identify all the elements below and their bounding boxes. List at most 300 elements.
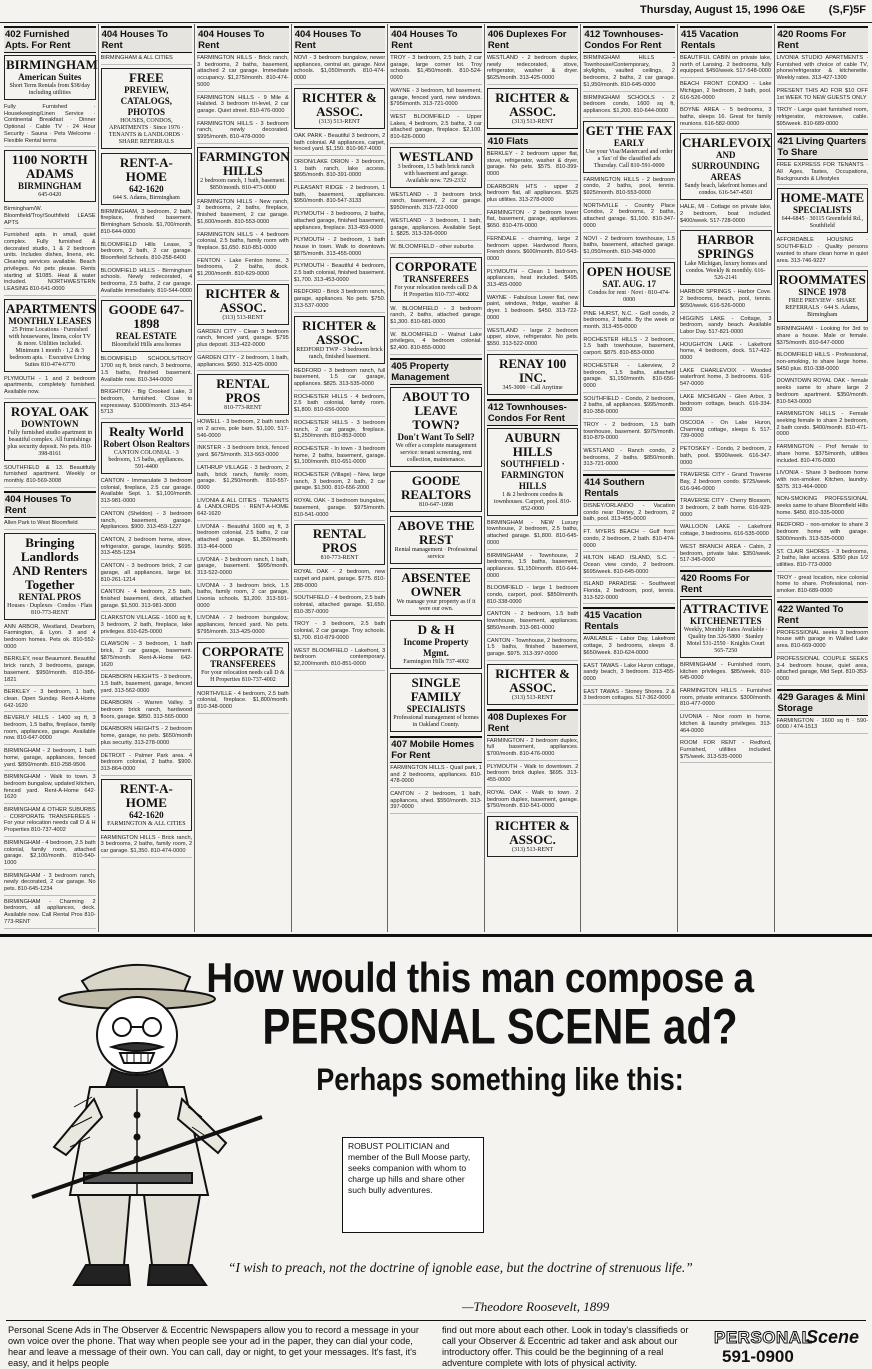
classified-ad: W. BLOOMFIELD - 3 bedroom ranch, 2 baths, attached garage. $1,300. 810-681-0000 [390, 306, 482, 329]
display-ad-detail: (313) 513-RENT [222, 314, 264, 321]
category-heading: 429 Garages & Mini Storage [777, 689, 869, 716]
classified-ad: LIVONIA - 3 bedroom brick, 1.5 baths, family room, 2 car garage, Livonia schools. $1,200. 313-591-0000 [197, 583, 289, 613]
display-ad [4, 402, 96, 461]
classified-ad: HALE, MI - Cottage on private lake, 2 bedroom, boat included. $400/week. 517-728-0000 [680, 204, 772, 227]
classified-ad: WESTLAND - large 2 bedroom upper, stove, refrigerator. No pets. $550. 313-522-0000 [487, 328, 579, 351]
display-ad [4, 150, 96, 202]
display-ad [4, 533, 96, 620]
display-ad [101, 68, 193, 149]
promo-headline: How would this man compose a [206, 955, 754, 1001]
display-ad-detail: 1 & 2 bedroom condos & townhouses. Carport, pool. 810-852-0000 [493, 491, 572, 512]
display-ad-title: ABOVE THE REST [397, 517, 475, 547]
category-heading: 402 Furnished Apts. For Rent [4, 26, 96, 53]
classified-ad: TROY - great location, nice colonial home to share. Professional, non-smoker. 810-689-0000 [777, 575, 869, 598]
display-ad [294, 316, 386, 364]
display-ad [390, 516, 482, 564]
display-ad [390, 257, 482, 302]
classified-ad: HILTON HEAD ISLAND, S.C. - Ocean view condo, 2 bedroom. $695/week. 810-645-0000 [583, 555, 675, 578]
display-ad [777, 188, 869, 233]
display-ad-detail: Short Term Rentals from $38/day including utilities [9, 83, 91, 96]
classified-ad: FARMINGTON HILLS - Female seeking female to share 2 bedroom, 2 bath condo. $400/month. 810-471-0000 [777, 411, 869, 441]
display-ad [294, 524, 386, 565]
display-ad-detail: CANTON COLONIAL · 3 bedroom, 1.5 baths, appliances. 591-4400 [108, 450, 185, 471]
classified-ad: LIVONIA - Share 3 bedroom home with non-smoker. Kitchen, laundry. $375. 313-464-0000 [777, 470, 869, 493]
classified-ad: ORION/LAKE ORION - 3 bedroom, 1 bath ranch, lake access. $895/month. 810-391-0000 [294, 159, 386, 182]
classified-ad: CANTON - 4 bedroom, 2.5 bath, finished basement, deck, attached garage. $1,500. 313-981-3000 [101, 589, 193, 612]
display-ad-title: FREE [129, 69, 164, 85]
classified-ad: CANTON - Immaculate 3 bedroom colonial, fireplace, 2.5 car garage. Available Sept. 1. $1,100/month. 313-981-0000 [101, 478, 193, 508]
classified-column [775, 24, 871, 932]
classified-ad: FERNDALE - charming, large 2 bedroom upper. Hardwood floors, French doors. $600/month. 810-543-0000 [487, 236, 579, 266]
promo-subheadline: Perhaps something like this: [316, 1062, 684, 1097]
display-ad [390, 471, 482, 512]
classified-ad: BEAUTIFUL CABIN on private lake, north of Lansing. 2 bedrooms, fully equipped. $450/week. 517-548-0000 [680, 55, 772, 78]
masthead-section: (S,F)5F [828, 4, 866, 16]
classified-column [485, 24, 582, 932]
classified-ad: BIRMINGHAM - Furnished room, kitchen privileges. $85/week. 810-645-0000 [680, 662, 772, 685]
classified-ad: BIRMINGHAM - NEW Luxury townhouse, 2 bedroom, 2.5 baths, attached garage. $1,800. 810-645-0000 [487, 520, 579, 550]
classified-ad: HIGGINS LAKE - Cottage, 3 bedroom, sandy beach. Available Labor Day. 517-821-0000 [680, 316, 772, 339]
classified-ad: ROCHESTER (Village) - New, large ranch, 3 bedroom, 2 bath, 2 car garage. $1,500. 810-656-2000 [294, 472, 386, 495]
display-ad-title: GOODE 647-1898 [108, 302, 185, 332]
classified-ad: TRAVERSE CITY - Grand Traverse Bay, 2 bedroom condo. $725/week. 616-946-0000 [680, 472, 772, 495]
classified-ad: BIRMINGHAM - Townhouse, 2 bedrooms, 1.5 baths, basement, appliances. $1,150/month. 810-644-0000 [487, 553, 579, 583]
display-ad-title: RICHTER & ASSOC. [205, 285, 281, 315]
classified-ad: PROFESSIONAL seeks 3 bedroom house with garage in Walled Lake area. 810-669-0000 [777, 630, 869, 653]
classified-ad: BIRMINGHAM HILLS - Townhouse/Contemporary, 3 skylights, vaulted ceilings, 2 bedrooms, 2 baths, 2 car garage. $1,950/month. 810-645-0000 [583, 55, 675, 92]
classified-ad: PLYMOUTH - 3 bedrooms, 2 baths, attached garage, finished basement, appliances, fireplace. 313-459-0000 [294, 211, 386, 234]
classified-ad: BERKLEY - 2 bedroom upper flat, stove, refrigerator, washer & dryer, garage. No pets. $575. 810-399-0000 [487, 151, 579, 181]
classified-ad: BIRMINGHAM - 4 bedroom, 2.5 bath colonial, family room, attached garage. $2,100/month. 810-540-1000 [4, 840, 96, 870]
display-ad-title: D & H [417, 621, 455, 637]
classified-ad: NON-SMOKING PROFESSIONAL seeks same to share Bloomfield Hills home. $450. 810-335-0000 [777, 496, 869, 519]
display-ad-detail: Professional management of homes in Oakland County. [393, 714, 479, 728]
display-ad-detail: FARMINGTON & ALL CITIES [107, 820, 186, 827]
display-ad [197, 147, 289, 195]
classified-ad: BIRMINGHAM & ALL CITIES [101, 55, 193, 65]
display-ad-title: Realty World [109, 424, 184, 440]
classified-ad: FARMINGTON HILLS - 9 Mile & Halsted. 3 bedroom tri-level, 2 car garage. Quiet street. 810-476-0000 [197, 95, 289, 118]
classified-ad: HOUGHTON LAKE - Lakefront home, 4 bedroom, dock. 517-422-0000 [680, 342, 772, 365]
display-ad-detail: Fully furnished studio apartment in beautiful complex. All furnishings plus security deposit. No pets. 810-398-8161 [7, 429, 93, 457]
classified-ad: BERKLEY, near Beaumont. Beautiful brick ranch, 3 bedrooms, garage, basement. $950/month. 810-356-1821 [4, 656, 96, 686]
display-ad-title: RENAY 100 INC. [498, 355, 567, 385]
display-ad-title: 1100 NORTH ADAMS [11, 152, 88, 182]
category-heading: 415 Vacation Rentals [583, 607, 675, 634]
category-heading: 407 Mobile Homes For Rent [390, 736, 482, 763]
classified-ad: CLARKSTON VILLAGE - 1600 sq ft, 3 bedroom, 2 bath, fireplace, lake privileges. 810-625-0000 [101, 615, 193, 638]
display-ad-detail: 25 Prime Locations · Furnished with housewares, linens, color TV & more. Utilities included. Minimum 1 month · 1,2 & 3 bedroom apts. · Executive Living Suites 810-474-6770 [8, 326, 91, 368]
classified-ad: TROY - 2 bedroom, 1.5 bath townhouse, basement. $975/month. 810-879-0000 [583, 422, 675, 445]
display-ad [487, 88, 579, 129]
display-ad [101, 779, 193, 831]
display-ad [680, 133, 772, 200]
display-ad-detail: 645-0420 [38, 192, 62, 199]
display-ad-title: ROOMMATES [778, 272, 866, 288]
display-ad-detail: (313) 513-RENT [512, 846, 554, 853]
masthead-date: Thursday, August 15, 1996 O&E [640, 4, 806, 16]
classified-ad: FARMINGTON - 2 bedroom duplex, full basement, appliances. $700/month. 810-476-0000 [487, 738, 579, 761]
display-ad-title: AUBURN HILLS [504, 429, 561, 459]
classified-ad: EAST TAWAS - Stoney Shores. 2 & 3 bedroom cottages. 517-362-0000 [583, 689, 675, 705]
classified-ad: BIRMINGHAM SCHOOLS - 2 bedroom condo, 1600 sq ft, appliances. $1,200. 810-644-0000 [583, 95, 675, 118]
category-heading: 404 Houses To Rent [4, 491, 96, 518]
footer-divider [6, 1320, 866, 1321]
page-masthead [0, 0, 872, 23]
display-ad [487, 816, 579, 857]
classified-ad: SOUTHFIELD - 4 bedroom, 2.5 bath colonial, attached garage. $1,650. 810-357-0000 [294, 595, 386, 618]
classified-ad: BLOOMFIELD HILLS - Professional, non-smoking, to share large home. $450 plus. 810-338-0000 [777, 352, 869, 375]
display-ad [197, 374, 289, 415]
classified-ad: LIVONIA - Beautiful 1600 sq ft, 3 bedroom colonial, 2.5 baths, 2 car attached garage. $1,350/month. 313-464-0000 [197, 524, 289, 554]
classified-ad: WEST BRANCH AREA - Cabin, 2 bedroom, private lake. $350/week. 517-345-0000 [680, 544, 772, 567]
classified-ad: ROOM FOR RENT - Redford, Furnished, utilities included. $75/week. 313-535-0000 [680, 740, 772, 763]
display-ad-title: GET THE FAX [585, 122, 673, 138]
promo-headline-personal-scene: PERSONAL SCENE ad? [262, 997, 738, 1055]
classified-ad: CANTON, 2 bedroom home, stove, refrigerator, garage, laundry. $695. 313-455-1234 [101, 537, 193, 560]
display-ad-title: PREVIEW, CATALOGS, PHOTOS [120, 84, 173, 117]
category-heading: 415 Vacation Rentals [680, 26, 772, 53]
display-ad-detail: 810-647-1898 [419, 501, 454, 508]
classified-ad: BOYNE AREA - 5 bedrooms, 3 baths, sleeps 16. Great for family reunions. 616-582-0000 [680, 107, 772, 130]
display-ad-title: HARBOR SPRINGS [697, 232, 755, 262]
classified-ad: NOVI - 3 bedroom bungalow, newer appliances, central air, garage. Novi schools. $1,050/month. 810-474-0000 [294, 55, 386, 85]
classified-ad: PROFESSIONAL COUPLE SEEKS 3-4 bedroom house, quiet area, attached garage, Mid Sept. 810-353-0000 [777, 656, 869, 686]
display-ad-title: Income Property Mgmt. [403, 636, 469, 658]
category-heading: 422 Wanted To Rent [777, 601, 869, 628]
classified-ad: BIRMINGHAM - 3 bedroom ranch, newly decorated, 2 car garage. No pets. 810-645-1234 [4, 873, 96, 896]
display-ad-title: RENTAL PROS [216, 376, 270, 406]
display-ad-title: BIRMINGHAM [6, 57, 98, 72]
display-ad-title: SAT. AUG. 17 [602, 278, 656, 289]
classified-ad: FARMINGTON HILLS - Brick ranch, 3 bedrooms, 2 baths, family room, 2 car garage. $1,350. 810-474-0000 [101, 835, 193, 858]
category-heading: 406 Duplexes For Rent [487, 26, 579, 53]
display-ad-detail: 810-773-RENT [320, 555, 359, 562]
display-ad [390, 620, 482, 669]
classified-ad: SOUTHFIELD & 13. Beautifully furnished apartment. Weekly or monthly. 810-569-3008 [4, 465, 96, 488]
classified-ad: FENTON - Lake Fenton home, 3 bedrooms, 2 baths, dock. $1,200/month. 810-629-0000 [197, 258, 289, 281]
display-ad-title: MONTHLY LEASES [8, 315, 92, 326]
classified-column [292, 24, 389, 932]
category-heading: 412 Townhouses-Condos For Rent [583, 26, 675, 53]
display-ad-title: GOODE REALTORS [400, 472, 472, 502]
display-ad-detail: Lake Michigan, luxury homes and condos. Weekly & monthly. 616-526-2141 [684, 261, 767, 282]
classified-ad: DEARBORN - Warren Valley. 3 bedroom brick ranch, hardwood floors, garage. $850. 313-565-0000 [101, 700, 193, 723]
display-ad-title: SINCE 1978 [798, 287, 847, 298]
classified-ad: ROCHESTER HILLS - 4 bedroom, 2.5 bath colonial, family room. $1,800. 810-656-0000 [294, 394, 386, 417]
display-ad [390, 387, 482, 467]
category-heading: 412 Townhouses-Condos For Rent [487, 399, 579, 426]
display-ad-detail: 2 bedroom ranch, 1 bath, basement. $850/month. 810-473-0000 [200, 177, 286, 191]
category-heading: 404 Houses To Rent [101, 26, 193, 53]
display-ad-title: RICHTER & ASSOC. [302, 317, 377, 347]
display-ad-title: CHARLEVOIX [681, 135, 772, 151]
classified-ad: WALLOON LAKE - Lakefront cottage, 3 bedrooms. 616-535-0000 [680, 524, 772, 540]
display-ad [487, 428, 579, 516]
display-ad [4, 55, 96, 100]
classified-ad: WESTLAND - Ranch condo, 2 bedrooms, 2 baths. $850/month. 313-721-0000 [583, 448, 675, 471]
display-ad-title: Don't Want To Sell? [397, 431, 475, 442]
logo-phone: 591-0900 [722, 1347, 794, 1365]
classified-ad: CANTON - 3 bedroom brick, 2 car garage, all appliances, large lot. 810-261-1214 [101, 563, 193, 586]
classified-ad: ROYAL OAK - 3 bedroom bungalow, basement, garage. $975/month. 810-541-0000 [294, 498, 386, 521]
category-heading: 404 Houses To Rent [390, 26, 482, 53]
classified-ad: FARMINGTON HILLS - Quail park, 1 and 2 bedrooms, appliances. 810-478-0000 [390, 765, 482, 788]
classified-ad: FARMINGTON HILLS - New ranch, 3 bedrooms, 2 baths, fireplace, finished basement, 2 car garage. $1,600/month. 810-553-0000 [197, 199, 289, 229]
classified-ad: DEARBORN HTS - upper 2 bedroom flat, all appliances. $525 plus utilities. 313-278-0000 [487, 184, 579, 207]
classified-ad: BLOOMFIELD Hills Lease, 3 bedroom, 2 bath, 2 car garage. Bloomfield Schools. 810-258-6400 [101, 242, 193, 265]
classified-ad: DOWNTOWN ROYAL OAK - female seeks same to share large 2 bedroom apartment. $350/month. 810-543-0000 [777, 378, 869, 408]
classified-ad: BIRMINGHAM, 3 bedroom, 2 bath, fireplace, finished basement. Birmingham Schools. $1,700/month. 810-644-0000 [101, 209, 193, 239]
classified-ad: BLOOMFIELD SCHOOLS/TROY 1700 sq ft, brick ranch, 3 bedrooms, 1.5 baths, finished basement. Available now. 810-344-0000 [101, 356, 193, 386]
classified-ad: ROYAL OAK - 2 bedroom, new carpet and paint, garage. $775. 810-288-0000 [294, 569, 386, 592]
classified-ad: BEVERLY HILLS - 1400 sq ft, 3 bedroom, 1.5 baths, fireplace, family room, appliances, garage. Available now. 810-647-0000 [4, 715, 96, 745]
sample-personal-ad: ROBUST POLITICIAN and member of the Bull Moose party, seeks companion with whom to charge up hills and share other such bully adventures. [342, 1137, 484, 1233]
display-ad-title: RENTAL PROS [312, 526, 367, 556]
display-ad-detail: REDFORD TWP - 3 bedroom brick ranch, finished basement. [296, 346, 383, 360]
classified-ad: WESTLAND - 3 bedroom, 1 bath, garage, appliances. Available Sept. 1. $825. 313-326-0000 [390, 218, 482, 241]
classified-column [99, 24, 196, 932]
display-ad-title: FARMINGTON HILLS [199, 148, 290, 178]
classified-ad: FT. MYERS BEACH - Gulf front condo, 2 bedroom, 2 bath. 810-474-0000 [583, 529, 675, 552]
classified-ad: DEARBORN HEIGHTS - 3 bedroom, 1.5 bath, basement, garage, fenced yard. 313-562-0000 [101, 674, 193, 697]
classified-ad: BLOOMFIELD HILLS - Birmingham schools. Newly redecorated, 4 bedrooms, 2.5 baths, 2 car garage. Available immediately. 810-544-0000 [101, 268, 193, 298]
classified-ad: FARMINGTON HILLS - 3 bedroom ranch, newly decorated. $995/month. 810-478-0000 [197, 121, 289, 144]
display-ad-title: WESTLAND [398, 148, 474, 164]
display-ad-title: 642-1620 [129, 809, 164, 820]
display-ad-detail: 345-3000 · Call Anytime [502, 384, 563, 391]
display-ad [101, 153, 193, 205]
classified-ad: INKSTER - 3 bedroom brick, fenced yard. $675/month. 313-563-0000 [197, 445, 289, 461]
classified-ad: REDFORD - 3 bedroom ranch, full basement, 1.5 car garage, appliances. $825. 313-535-0000 [294, 368, 386, 391]
display-ad-detail: 644-6845 · 30115 Greenfield Rd., Southfield [781, 216, 863, 230]
classified-column [678, 24, 775, 932]
display-ad-title: 642-1620 [129, 183, 164, 194]
display-ad [197, 642, 289, 687]
category-heading: 404 Houses To Rent [294, 26, 386, 53]
display-ad-detail: Houses · Duplexes · Condos · Flats 810-773-RENT [7, 602, 93, 616]
display-ad-title: AND SURROUNDING AREAS [691, 150, 760, 183]
classified-ad: DEARBORN HEIGHTS - 2 bedroom home, garage, no pets. $650/month plus security. 313-278-0000 [101, 726, 193, 749]
classified-ad: LATHRUP VILLAGE - 3 bedroom, 2 bath, brick ranch, family room, garage. $1,250/month. 810-557-0000 [197, 465, 289, 495]
display-ad-title: EARLY [613, 137, 645, 148]
classified-ad: LIVONIA - 3 bedroom ranch, 1 bath, garage, basement. $995/month. 313-522-0000 [197, 557, 289, 580]
classified-ad: WESTLAND - 2 bedroom duplex, newly redecorated, stove, refrigerator, washer & dryer. $625/month. 313-425-0000 [487, 55, 579, 85]
display-ad-title: KITCHENETTES [689, 615, 762, 626]
display-ad-title: ABOUT TO LEAVE TOWN? [402, 388, 470, 432]
display-ad-title: American Suites [18, 72, 82, 82]
promo-body-text-left: Personal Scene Ads in The Observer & Eccentric Newspapers allow you to record a message in your own voice over the phone. That way when people see your ad in the paper, they can dial your code, hear and leave a message of their own. You can call, day or night, to get your messages. It's fast, it's easy, and it helps people [8, 1325, 419, 1368]
display-ad [680, 230, 772, 285]
display-ad-title: OPEN HOUSE [586, 263, 672, 279]
display-ad-title: SPECIALISTS [793, 205, 852, 216]
classified-ad: HARBOR SPRINGS - Harbor Cove. 2 bedrooms, beach, pool, tennis. $650/week. 616-526-0000 [680, 289, 772, 312]
display-ad [487, 354, 579, 395]
classified-ad: PLYMOUTH - 2 bedroom, 1 bath house in town. Walk to downtown. $875/month. 313-455-0000 [294, 237, 386, 260]
display-ad-title: HOME-MATE [780, 190, 865, 206]
classified-ad: AFFORDABLE HOUSING · SOUTHFIELD · Quality persons wanted to share clean home in quiet area. 313-746-9227 [777, 237, 869, 267]
display-ad [101, 300, 193, 352]
display-ad-title: RICHTER & ASSOC. [302, 89, 377, 119]
display-ad-detail: 3 bedroom, 1.5 bath brick ranch with basement and garage. Available now. 729-2332 [397, 163, 475, 184]
display-ad-title: RICHTER & ASSOC. [495, 817, 570, 847]
classified-ad: FARMINGTON HILLS - 2 bedroom condo, 2 baths, pool, tennis. $925/month. 810-553-0000 [583, 177, 675, 200]
classified-ad: WESTLAND - 3 bedroom brick ranch, basement, 2 car garage. $950/month. 313-722-0000 [390, 192, 482, 215]
display-ad-detail: For your relocation needs call D & H Properties 810-737-4002 [394, 284, 478, 298]
classified-ad: W. BLOOMFIELD - other suburbs [390, 244, 482, 254]
classified-ad: TRAVERSE CITY - Cherry Blossom, 3 bedroom, 2 bath home. 616-929-0000 [680, 498, 772, 521]
classified-ad: Fully Furnished · Housekeeping/Linen Service · Continental Breakfast · Dinner Optional · Cable TV · 24 Hour Security · Sauna · Pets Welcome · Flexible Rental terms [4, 104, 96, 147]
classified-ad: Allen Park to West Bloomfield [4, 520, 96, 530]
classified-ad: CANTON - Townhouse, 2 bedrooms, 1.5 baths, finished basement, garage. $975. 313-397-0000 [487, 638, 579, 661]
display-ad-detail: FREE PREVIEW · SHARE REFERRALS · 644 S. Adams, Birmingham [785, 298, 860, 319]
display-ad [583, 262, 675, 307]
display-ad-detail: Farmington Hills 737-4002 [403, 658, 469, 665]
display-ad-title: SOUTHFIELD · FARMINGTON HILLS [500, 458, 565, 491]
classified-ad: PLYMOUTH - Clean 1 bedroom, appliances, heat included. $495. 313-455-0000 [487, 269, 579, 292]
classified-ad: PLEASANT RIDGE - 2 bedroom, 1 bath, basement, appliances. $950/month. 810-547-3133 [294, 185, 386, 208]
classified-ad: BERKLEY - 3 bedroom, 1 bath, clean. Open Sunday. Rent-A-Home 642-1620 [4, 689, 96, 712]
display-ad-title: RENT-A-HOME [119, 780, 173, 810]
display-ad-detail: For your relocation needs call D & H Properties 810-737-4002 [201, 669, 285, 683]
classified-ad: Furnished apts. in small, quiet complex. Fully furnished & decorated studio, 1 & 2 bedroom units. Includes dishes, linens, etc. Cleaning services available. Beach privileges. No pets please. Rents starting at $1085. Heat & water included. NORTHWESTERN LEASING 810-641-0000 [4, 232, 96, 295]
display-ad-detail: Weekly, Monthly Rates Available · Quality Inn 326-5800 · Stanley Motel 531-2550 · Knights Court 565-7250 [683, 626, 768, 654]
category-heading: 405 Property Management [390, 358, 482, 385]
display-ad [487, 664, 579, 705]
display-ad-detail: HOUSES, CONDOS, APARTMENTS · Since 1976 · TENANTS & LANDLORDS · SHARE REFERRALS [108, 117, 184, 145]
classified-ad: EAST TAWAS - Lake Huron cottage, sandy beach, 3 bedroom. 313-455-0000 [583, 663, 675, 686]
display-ad-title: RICHTER & ASSOC. [495, 89, 570, 119]
display-ad-title: SINGLE FAMILY [410, 674, 462, 704]
classified-ad: CANTON (Sheldon) - 3 bedroom ranch, basement, garage. Appliances. $900. 313-459-1227 [101, 511, 193, 534]
classified-ad: SOUTHFIELD - Condo, 2 bedroom, 2 baths, all appliances. $995/month. 810-358-0000 [583, 396, 675, 419]
display-ad-title: REAL ESTATE [115, 331, 177, 342]
classified-ad: LAKE MICHIGAN - Glen Arbor, 3 bedroom cottage, beach. 616-334-0000 [680, 394, 772, 417]
display-ad-title: ABSENTEE OWNER [401, 569, 471, 599]
display-ad-title: RENTAL PROS [18, 591, 82, 602]
display-ad-title: CORPORATE [394, 258, 478, 274]
display-ad [390, 568, 482, 616]
display-ad-title: TRANSFEREES [403, 273, 469, 284]
display-ad [390, 673, 482, 732]
category-heading: 408 Duplexes For Rent [487, 709, 579, 736]
quote-attribution: —Theodore Roosevelt, 1899 [462, 1299, 610, 1314]
classified-ad: NORTHVILLE - Country Place Condos, 2 bedrooms, 2 baths, attached garage. $1,100. 810-347-0000 [583, 203, 675, 233]
classified-ad: OAK PARK - Beautiful 3 bedroom, 2 bath colonial. All appliances, carpet, fenced yard. $1,150. 810-967-4000 [294, 133, 386, 156]
classified-ad: LIVONIA & ALL CITIES · TENANTS & LANDLORDS · RENT-A-HOME 642-1620 [197, 498, 289, 521]
display-ad-detail: 810-773-RENT [224, 405, 262, 412]
classified-ad: ROCHESTER HILLS - 3 bedroom ranch, 2 car garage, fireplace. $1,250/month. 810-853-0000 [294, 420, 386, 443]
display-ad-detail: Sandy beach, lakefront homes and condos. 616-547-4501 [684, 183, 767, 197]
display-ad [680, 599, 772, 658]
classified-ad: PLYMOUTH - Beautiful 4 bedroom, 2.5 bath colonial, finished basement. $1,700. 313-453-0000 [294, 263, 386, 286]
display-ad-detail: Condos for rent · Novi · 810-474-0000 [588, 289, 670, 303]
classified-column [2, 24, 99, 932]
promo-body-text-right: find out more about each other. Look in today's classifieds or call your Observer & Eccentric ad taker and ask about our introductory offer. This could be the beginning of a real adventure complete with lots of physical activity. [442, 1325, 689, 1368]
classified-ad: Birmingham/W. Bloomfield/Troy/Southfield LEASE APTS [4, 206, 96, 229]
personal-scene-promo [0, 934, 872, 1368]
display-ad-title: TRANSFEREES [210, 658, 276, 669]
display-ad [390, 147, 482, 188]
classified-ad: DISNEY/ORLANDO - Vacation condo near Disney, 2 bedroom, 2 bath, pool. 313-455-0000 [583, 503, 675, 526]
display-ad-detail: Rental management · Professional service [394, 546, 478, 560]
category-heading: 410 Flats [487, 133, 579, 149]
classified-ad: OSCODA - On Lake Huron, Charming cottage, sleeps 6. 517-739-0000 [680, 420, 772, 443]
display-ad-title: SPECIALISTS [406, 703, 466, 714]
classified-ad: FARMINGTON · 1600 sq ft · 590-0000 / 474-1513 [777, 718, 869, 734]
classified-ad: NORTHVILLE - 4 bedroom, 2.5 bath colonial, fireplace. $1,800/month. 810-348-0000 [197, 691, 289, 714]
classified-ad: LAKE CHARLEVOIX - Wooded waterfront home, 3 bedrooms. 616-547-0000 [680, 368, 772, 391]
classified-ad: ROCHESTER - Lakeview, 2 bedroom, 1.5 baths, attached garage. $1,150/month. 810-656-0000 [583, 363, 675, 393]
classified-ad: DETROIT - Palmer Park area. 4 bedroom colonial, 2 baths. $900. 313-864-0000 [101, 753, 193, 776]
classified-ad: LIVONIA - 2 bedroom bungalow, appliances, fenced yard. No pets. $795/month. 313-425-0000 [197, 615, 289, 638]
classified-ad: FARMINGTON HILLS - 4 bedroom colonial, 2.5 baths, family room with fireplace. $1,650. 810-851-0000 [197, 232, 289, 255]
classified-ad: PRESENT THIS AD FOR $10 OFF 1st WEEK TO NEW GUESTS ONLY [777, 88, 869, 104]
display-ad-title: ROYAL OAK [10, 403, 89, 419]
classified-ad: PLYMOUTH - 1 and 2 bedroom apartments, completely furnished. Available now. [4, 376, 96, 399]
classified-column [581, 24, 678, 932]
display-ad-detail: We offer a complete management service: tenant screening, rent collection, maintenance. [395, 442, 477, 463]
classified-ad: BLOOMFIELD - large 1 bedroom condo, carport, pool. $850/month. 810-338-0000 [487, 585, 579, 608]
classified-ad: REDFORD - non-smoker to share 3 bedroom home with garage. $300/month. 313-535-0000 [777, 522, 869, 545]
classified-ad: CANTON - 2 bedroom, 1.5 bath townhouse, basement, appliances. $850/month. 313-981-0000 [487, 611, 579, 634]
display-ad-detail: (313) 513-RENT [512, 118, 554, 125]
logo-word-scene: Scene [806, 1327, 860, 1347]
display-ad-title: Robert Olson Realtors [103, 439, 190, 450]
display-ad [197, 284, 289, 325]
classified-ad: BRIGHTON - Big Crooked Lake, 3 bedroom, furnished. Close to expressway. $1000/month. 313-454-5713 [101, 389, 193, 419]
display-ad-detail: (313) 513-RENT [318, 118, 361, 125]
display-ad [583, 121, 675, 173]
classified-column [195, 24, 292, 932]
classified-ad: REDFORD - Brick 3 bedroom ranch, garage, appliances. No pets. $750. 313-537-0000 [294, 289, 386, 312]
display-ad-title: RENT-A-HOME [119, 154, 173, 184]
classified-ad: BIRMINGHAM - Walk to town. 3 bedroom bungalow, updated kitchen, fenced yard. Rent-A-Home 642-1620 [4, 774, 96, 804]
classified-ad: FARMINGTON HILLS - Brick ranch, 3 bedrooms, 2 baths, basement, attached 2 car garage. Immediate occupancy. $1,275/month. 810-474-5000 [197, 55, 289, 92]
classified-ad: CLAWSON - 3 bedroom, 1 bath brick, 2 car garage, basement. $875/month. Rent-A-Home 642-1620 [101, 641, 193, 671]
classified-ad: PLYMOUTH - Walk to downtown. 2 bedroom brick duplex. $695. 313-455-0000 [487, 764, 579, 787]
classified-ad: ROCHESTER HILLS - 2 bedroom, 1.5 bath townhouse, basement, carport. $875. 810-853-0000 [583, 337, 675, 360]
classified-ad: FARMINGTON - 2 bedroom lower flat, basement, garage, appliances. $650. 810-476-0000 [487, 210, 579, 233]
classified-ad: CANTON - 2 bedroom, 1 bath, appliances, shed. $550/month. 313-397-0000 [390, 791, 482, 814]
logo-word-personal: PERSONAL [714, 1328, 813, 1347]
category-heading: 420 Rooms For Rent [777, 26, 869, 53]
display-ad-detail: Use your Visa/Mastercard and order a 'fax' of the classified ads Thursday. Call 810-591-0000 [585, 148, 673, 169]
display-ad-detail: Bloomfield Hills area homes [111, 342, 181, 349]
classified-ad: GARDEN CITY - Clean 3 bedroom ranch, fenced yard, garage. $795 plus deposit. 313-422-0000 [197, 329, 289, 352]
personal-scene-logo [712, 1323, 864, 1365]
display-ad [777, 270, 869, 322]
category-heading: 420 Rooms For Rent [680, 570, 772, 597]
classified-ad: PINE HURST, N.C. - Golf condo, 2 bedrooms, 2 baths. By the week or month. 313-455-0000 [583, 311, 675, 334]
roosevelt-quote: “I wish to preach, not the doctrine of ignoble ease, but the doctrine of strenuous life.” [228, 1260, 693, 1275]
display-ad-title: APARTMENTS [6, 300, 96, 316]
category-heading: 421 Living Quarters To Share [777, 133, 869, 160]
classified-ad: WEST BLOOMFIELD - Lakefront, 3 bedroom contemporary. $2,200/month. 810-851-0000 [294, 648, 386, 671]
display-ad-title: Bringing Landlords AND Renters Together [12, 534, 88, 592]
classified-ad: WAYNE - 3 bedroom, full basement, garage, fenced yard, new windows. $795/month. 313-721-0000 [390, 88, 482, 111]
display-ad [4, 299, 96, 372]
classified-ad: AVAILABLE - Labor Day, Lakefront cottage, 3 bedrooms, sleeps 8. $650/week. 810-624-0000 [583, 636, 675, 659]
classified-ad: WEST BLOOMFIELD - Upper Lakes, 4 bedroom, 2.5 baths, 3 car attached garage, fireplace. $2,100. 810-626-0000 [390, 114, 482, 144]
display-ad [101, 422, 193, 474]
category-heading: 404 Houses To Rent [197, 26, 289, 53]
classified-ad: FREE EXPRESS FOR TENANTS · All Ages, Tastes, Occupations, Backgrounds & Lifestyles [777, 162, 869, 185]
classified-ad: BEACH FRONT CONDO - Lake Michigan, 2 bedroom, 2 bath, pool. 616-526-0000 [680, 81, 772, 104]
display-ad-detail: (313) 513-RENT [512, 694, 554, 701]
display-ad-title: ATTRACTIVE [682, 600, 769, 616]
display-ad-detail: 644 S. Adams, Birmingham [112, 194, 180, 201]
